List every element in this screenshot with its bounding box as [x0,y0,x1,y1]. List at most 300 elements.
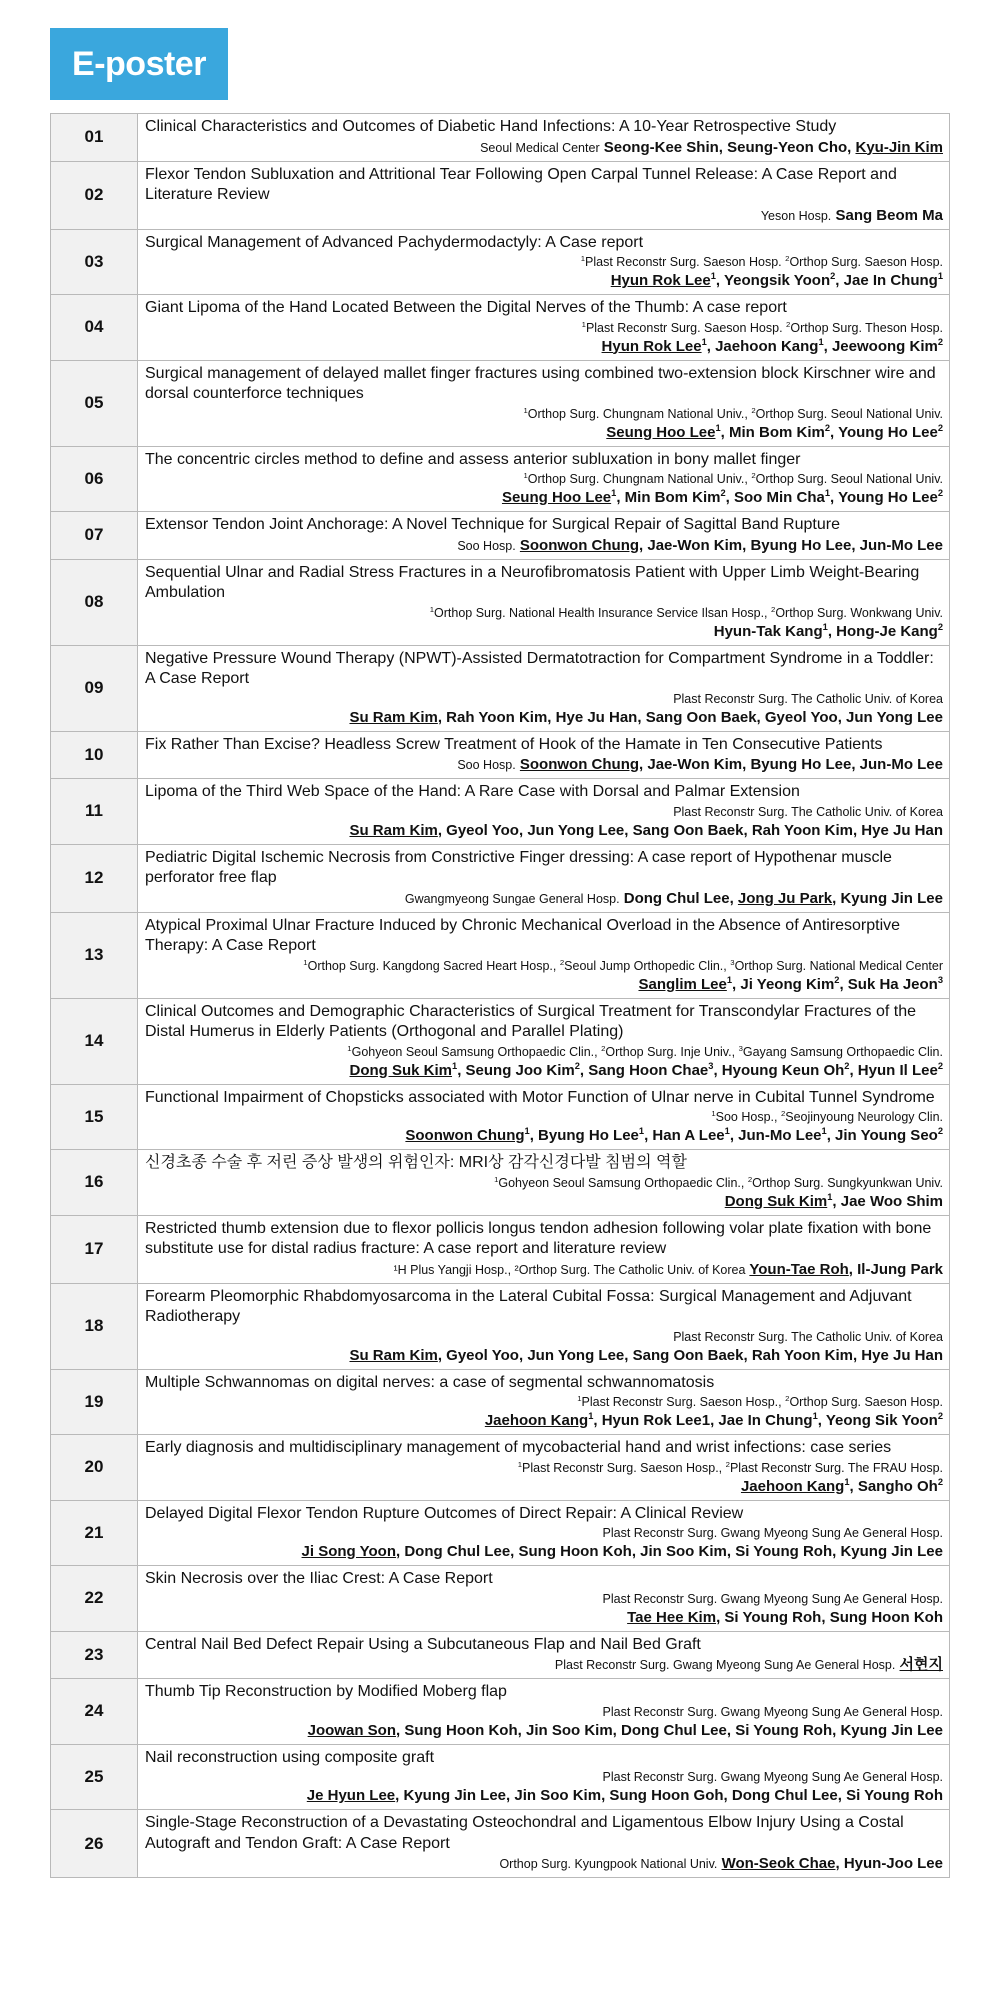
entry-affiliations [145,1768,943,1786]
author: Dong Chul Lee [731,1787,838,1804]
program-row [51,1435,950,1501]
author: Si Young Roh [846,1787,943,1804]
author: Seong-Kee Shin [603,138,719,156]
entry-title: Forearm Pleomorphic Rhabdomyosarcoma in the Lateral Cubital Fossa: Surgical Management and Adjuvant Radiotherapy [145,1287,912,1325]
affiliation-text: Orthop Surg. National Medical Center [734,958,943,973]
author: Sang Beom Ma [835,206,943,224]
affiliation-index: 1 [494,1174,499,1184]
author: Jun-Mo Lee [738,1127,822,1144]
author-affiliation-index: 1 [638,1126,645,1136]
author-affiliation-index: 3 [937,974,943,985]
program-row [51,998,950,1084]
affiliation-index: 1 [523,405,528,415]
entry-title: Clinical Characteristics and Outcomes of Diabetic Hand Infections: A 10-Year Retrospective Study [145,118,837,135]
entry-number: 09 [51,645,138,731]
program-row [51,1744,950,1810]
entry-authors: Seung Hoo Lee$^1$, Min Bom Kim$^2$, Young Ho Lee$^2$ [606,422,943,441]
author: Seung-Yeon Cho [727,138,848,156]
entry-body [138,114,950,162]
author: Sung Hoon Koh [518,1543,632,1560]
author: Rah Yoon Kim [446,708,548,726]
entry-title: The concentric circles method to define and assess anterior subluxation in bony mallet finger [145,450,801,468]
entry-title: Early diagnosis and multidisciplinary management of mycobacterial hand and wrist infections: case series [145,1439,892,1456]
affiliation-text: Gayang Samsung Orthopaedic Clin. [742,1044,943,1059]
entry-number: 17 [51,1215,138,1283]
entry-body [138,731,950,779]
affiliation-index: 2 [751,405,756,415]
author: Hye Ju Han [861,821,943,839]
entry-authors: Ji Song Yoon, Dong Chul Lee, Sung Hoon Koh, Jin Soo Kim, Si Young Roh, Kyung Jin Lee [301,1543,943,1560]
presenting-author: Kyu-Jin Kim [855,138,943,156]
affiliation-index: 1 [581,319,586,329]
author: Hyun Rok Lee1 [601,1412,711,1429]
entry-number: 25 [51,1744,138,1810]
entry-affiliations [145,957,943,975]
affiliation-index: 1 [347,1043,352,1053]
entry-body [138,295,950,361]
entry-affiliations [145,690,943,708]
author: Byung Ho Lee [750,756,852,773]
entry-authors: Seoul Medical Center Seong-Kee Shin, Seung-Yeon Cho, Kyu-Jin Kim [480,138,943,156]
program-row [51,1631,950,1679]
entry-title: Central Nail Bed Defect Repair Using a Subcutaneous Flap and Nail Bed Graft [145,1635,701,1653]
affiliation-index: 2 [559,957,565,967]
author: Han A Lee [652,1127,725,1144]
entry-body [138,559,950,645]
author: Yeongsik Yoon [723,272,831,289]
affiliation-text: Gohyeon Seoul Samsung Orthopaedic Clin., [351,1044,598,1059]
entry-authors: Sanglim Lee$^1$, Ji Yeong Kim$^2$, Suk Ha Jeon$^3$ [638,974,943,993]
author: Young Ho Lee [838,489,938,506]
author: Dong Chul Lee [404,1543,511,1560]
author-affiliation-index: 1 [726,974,733,985]
entry-number: 03 [51,229,138,295]
author-affiliation-index: 2 [937,1411,943,1421]
author: Jun Yong Lee [527,1346,625,1364]
entry-authors: Hyun-Tak Kang$^1$, Hong-Je Kang$^2$ [713,621,943,640]
author: Jun-Mo Lee [859,756,943,773]
affiliation-text: Orthop Surg. National Health Insurance Service Ilsan Hosp., [434,605,768,620]
presenting-author: Ji Song Yoon [301,1543,396,1560]
entry-authors: Jaehoon Kang$^1$, Sangho Oh$^2$ [740,1476,943,1495]
affiliation-index: 1 [711,1108,716,1118]
entry-number: 12 [51,844,138,912]
entry-body [138,1500,950,1566]
author: Rah Yoon Kim [751,821,853,839]
presenting-author: Su Ram Kim [349,1346,438,1364]
entry-authors: Joowan Son, Sung Hoon Koh, Jin Soo Kim, Dong Chul Lee, Si Young Roh, Kyung Jin Lee [307,1721,943,1739]
entry-number: 01 [51,114,138,162]
affiliation-text: Plast Reconstr Surg. The Catholic Univ. of Korea [673,691,943,706]
affiliation-index: 2 [771,604,776,614]
entry-authors: Su Ram Kim, Rah Yoon Kim, Hye Ju Han, Sang Oon Baek, Gyeol Yoo, Jun Yong Lee [349,708,943,726]
entry-authors: Su Ram Kim, Gyeol Yoo, Jun Yong Lee, Sang Oon Baek, Rah Yoon Kim, Hye Ju Han [349,821,943,839]
entry-title: Surgical management of delayed mallet finger fractures using combined two-extension block Kirschner wire and dorsal counterforce techniques [145,364,936,402]
entry-affiliation-inline: Soo Hosp. [457,758,516,772]
entry-title: Pediatric Digital Ischemic Necrosis from Constrictive Finger dressing: A case report of Hypothenar muscle perforator free flap [145,848,892,886]
author: Gyeol Yoo [764,708,838,726]
author: Kyung Jin Lee [840,1721,943,1739]
affiliation-text: Orthop Surg. Chungnam National Univ., [527,406,748,421]
presenting-author: Je Hyun Lee [306,1787,396,1804]
affiliation-text: Soo Hosp., [715,1110,778,1124]
affiliation-index: 1 [429,604,435,614]
affiliation-text: Orthop Surg. Chungnam National Univ., [527,472,748,486]
presenting-author: Soonwon Chung [405,1127,525,1144]
author-affiliation-index: 2 [844,1060,850,1071]
affiliation-index: 3 [730,957,735,967]
entry-title: Restricted thumb extension due to flexor pollicis longus tendon adhesion following volar plate fixation with bone substitute use for distal radius fracture: A case report and literature review [145,1219,932,1257]
entry-affiliations [145,803,943,821]
program-row [51,114,950,162]
entry-body [138,844,950,912]
author-affiliation-index: 1 [701,336,707,347]
author: Rah Yoon Kim [751,1346,853,1364]
entry-number: 08 [51,559,138,645]
entry-affiliations [145,1108,943,1126]
entry-title: Fix Rather Than Excise? Headless Screw Treatment of Hook of the Hamate in Ten Consecutive Patients [145,735,883,753]
entry-number: 06 [51,446,138,512]
entry-number: 21 [51,1500,138,1566]
entry-body [138,1631,950,1679]
author-affiliation-index: 2 [937,1126,943,1136]
entry-affiliation-inline: Orthop Surg. Kyungpook National Univ. [499,1857,718,1871]
entry-authors: ¹H Plus Yangji Hosp., ²Orthop Surg. The Catholic Univ. of Korea Youn-Tae Roh, Il-Jung Park [393,1260,943,1278]
author: Jin Young Seo [835,1127,938,1144]
author: Kyung Jin Lee [840,1543,943,1560]
presenting-author: Jong Ju Park [737,889,833,907]
presenting-author: Youn-Tae Roh [749,1260,849,1278]
entry-authors: Orthop Surg. Kyungpook National Univ. Won-Seok Chae, Hyun-Joo Lee [499,1855,943,1872]
author-affiliation-index: 1 [524,1126,530,1136]
entry-affiliation-inline: ¹H Plus Yangji Hosp., ²Orthop Surg. The Catholic Univ. of Korea [393,1262,746,1277]
e-poster-program-table [50,113,950,1878]
entry-number: 02 [51,161,138,229]
author-affiliation-index: 2 [834,974,840,985]
e-poster-badge: E-poster [50,28,228,100]
affiliation-text: Plast Reconstr Surg. Gwang Myeong Sung Ae General Hosp. [602,1591,943,1606]
entry-authors: Soo Hosp. Soonwon Chung, Jae-Won Kim, Byung Ho Lee, Jun-Mo Lee [457,756,943,773]
entry-body [138,1810,950,1878]
presenting-author: Dong Suk Kim [724,1192,828,1210]
entry-body [138,912,950,998]
author: Hye Ju Han [861,1346,943,1364]
affiliation-index: 3 [738,1043,743,1053]
presenting-author: Tae Hee Kim [627,1608,717,1626]
presenting-author: Sanglim Lee [638,975,727,993]
entry-body [138,1435,950,1501]
presenting-author: Soonwon Chung [519,756,640,773]
entry-authors: Gwangmyeong Sungae General Hosp. Dong Chul Lee, Jong Ju Park, Kyung Jin Lee [404,889,943,907]
affiliation-index: 1 [303,957,308,967]
author: Hyun-Tak Kang [713,622,823,640]
affiliation-text: Orthop Surg. Wonkwang Univ. [775,605,943,620]
presenting-author: Su Ram Kim [349,821,438,839]
entry-body [138,1369,950,1435]
affiliation-text: Plast Reconstr Surg. The FRAU Hosp. [729,1460,943,1475]
entry-body [138,1744,950,1810]
program-row [51,645,950,731]
entry-title: Surgical Management of Advanced Pachydermodactyly: A Case report [145,233,644,251]
affiliation-text: Plast Reconstr Surg. Saeson Hosp. [585,320,783,335]
author: Dong Chul Lee [621,1721,727,1739]
author: Soo Min Cha [734,489,825,506]
program-row [51,779,950,845]
author-affiliation-index: 3 [708,1060,714,1071]
presenting-author: Su Ram Kim [349,708,438,726]
author-affiliation-index: 2 [937,336,943,347]
author: Dong Chul Lee [623,889,730,907]
entry-affiliation-inline: Plast Reconstr Surg. Gwang Myeong Sung Ae General Hosp. [554,1658,896,1672]
program-row [51,512,950,560]
author: Byung Ho Lee [750,536,852,554]
affiliation-index: 2 [725,1459,730,1469]
author: Gyeol Yoo [446,1346,519,1364]
affiliation-text: Plast Reconstr Surg. The Catholic Univ. of Korea [673,1329,943,1344]
entry-title: Skin Necrosis over the Iliac Crest: A Case Report [145,1570,493,1587]
entry-affiliations [145,1043,943,1061]
entry-title: Thumb Tip Reconstruction by Modified Moberg flap [145,1683,507,1700]
affiliation-index: 2 [747,1174,753,1184]
author: Sung Hoon Goh [609,1787,724,1804]
entry-authors: Hyun Rok Lee$^1$, Yeongsik Yoon$^2$, Jae In Chung$^1$ [610,271,943,289]
entry-authors: Soonwon Chung$^1$, Byung Ho Lee$^1$, Han A Lee$^1$, Jun-Mo Lee$^1$, Jin Young Seo$^2$ [405,1126,943,1144]
entry-title: Extensor Tendon Joint Anchorage: A Novel Technique for Surgical Repair of Sagittal Band Rupture [145,516,840,533]
affiliation-text: Orthop Surg. Theson Hosp. [790,320,943,335]
affiliation-text: Orthop Surg. Seoul National Univ. [755,472,943,486]
entry-number: 10 [51,731,138,779]
affiliation-text: Seojinyoung Neurology Clin. [785,1110,943,1124]
entry-body [138,360,950,446]
entry-affiliations [145,1524,943,1542]
presenting-author: Dong Suk Kim [349,1061,453,1079]
author: Jae Woo Shim [840,1192,943,1210]
author-affiliation-index: 1 [822,621,828,632]
affiliation-text: Plast Reconstr Surg. Saeson Hosp., [522,1460,723,1475]
author: Jae-Won Kim [647,536,743,554]
entry-affiliations [145,253,943,271]
entry-body [138,1215,950,1283]
author-affiliation-index: 1 [452,1060,458,1071]
entry-body [138,1084,950,1150]
program-row [51,446,950,512]
program-row [51,731,950,779]
entry-body [138,446,950,512]
entry-title: Delayed Digital Flexor Tendon Rupture Outcomes of Direct Repair: A Clinical Review [145,1504,744,1522]
entry-affiliation-inline: Yeson Hosp. [760,208,832,223]
author-affiliation-index: 1 [818,336,824,347]
entry-authors: Tae Hee Kim, Si Young Roh, Sung Hoon Koh [627,1608,943,1626]
author: Sang Oon Baek [632,821,744,839]
entry-number: 20 [51,1435,138,1501]
entry-number: 15 [51,1084,138,1150]
entry-number: 23 [51,1631,138,1679]
author: Jun-Mo Lee [859,536,943,554]
author: Jin Soo Kim [640,1543,727,1560]
entry-body [138,512,950,560]
program-row [51,1810,950,1878]
entry-authors: Seung Hoo Lee$^1$, Min Bom Kim$^2$, Soo Min Cha$^1$, Young Ho Lee$^2$ [501,488,943,506]
author-affiliation-index: 2 [830,271,836,281]
affiliation-text: Plast Reconstr Surg. Gwang Myeong Sung Ae General Hosp. [602,1704,943,1719]
entry-authors: Dong Suk Kim$^1$, Jae Woo Shim [724,1191,943,1210]
entry-title: 신경초종 수술 후 저린 증상 발생의 위험인자: MRI상 감각신경다발 침범의 역할 [145,1154,687,1171]
entry-affiliations [145,1459,943,1477]
entry-affiliations [145,1703,943,1721]
program-row [51,229,950,295]
author: Hyun Il Lee [857,1061,938,1079]
program-row [51,1369,950,1435]
author: Sung Hoon Koh [404,1721,518,1739]
author: Hye Ju Han [555,708,638,726]
program-row [51,360,950,446]
affiliation-index: 1 [517,1459,523,1469]
entry-body [138,779,950,845]
presenting-author: 서현지 [899,1656,943,1673]
affiliation-index: 1 [577,1393,582,1403]
affiliation-index: 2 [785,253,790,263]
author: Ji Yeong Kim [740,975,835,993]
entry-affiliations [145,1328,943,1346]
program-row [51,295,950,361]
entry-body [138,1150,950,1216]
author: Gyeol Yoo [446,821,519,839]
author-affiliation-index: 1 [715,422,721,433]
author: Hyun-Joo Lee [843,1855,943,1872]
presenting-author: Joowan Son [307,1721,396,1739]
author: Seung Joo Kim [465,1061,575,1079]
entry-affiliations [145,1174,943,1192]
affiliation-text: Plast Reconstr Surg. The Catholic Univ. of Korea [673,804,943,819]
entry-body [138,1283,950,1369]
author: Il-Jung Park [857,1260,943,1278]
entry-authors: Dong Suk Kim$^1$, Seung Joo Kim$^2$, Sang Hoon Chae$^3$, Hyoung Keun Oh$^2$, Hyun Il Lee$^2$ [349,1060,943,1079]
presenting-author: Jaehoon Kang [484,1412,589,1429]
affiliation-text: Gohyeon Seoul Samsung Orthopaedic Clin., [498,1175,745,1190]
affiliation-text: Plast Reconstr Surg. Gwang Myeong Sung Ae General Hosp. [602,1770,943,1784]
program-row [51,161,950,229]
author-affiliation-index: 2 [937,488,943,498]
affiliation-text: Orthop Surg. Sungkyunkwan Univ. [752,1175,943,1190]
entry-authors [145,206,943,226]
author: Hong-Je Kang [836,622,938,640]
author-affiliation-index: 2 [937,422,943,433]
author: Jin Soo Kim [514,1787,602,1804]
author-affiliation-index: 1 [824,488,831,498]
program-row [51,1679,950,1745]
presenting-author: Won-Seok Chae [721,1855,836,1872]
entry-authors: Su Ram Kim, Gyeol Yoo, Jun Yong Lee, Sang Oon Baek, Rah Yoon Kim, Hye Ju Han [349,1346,943,1364]
entry-number: 04 [51,295,138,361]
author: Byung Ho Lee [538,1127,639,1144]
entry-title: Lipoma of the Third Web Space of the Hand: A Rare Case with Dorsal and Palmar Extension [145,783,800,800]
entry-affiliation-inline: Soo Hosp. [457,538,516,553]
affiliation-index: 1 [523,470,528,480]
author: Min Bom Kim [729,423,825,441]
affiliation-index: 2 [786,319,791,329]
program-row [51,844,950,912]
program-row [51,1150,950,1216]
entry-authors: Je Hyun Lee, Kyung Jin Lee, Jin Soo Kim, Sung Hoon Goh, Dong Chul Lee, Si Young Roh [306,1787,943,1804]
entry-title: Atypical Proximal Ulnar Fracture Induced by Chronic Mechanical Overload in the Absence of Antiresorptive Therapy: A Case Report [145,916,901,954]
author-affiliation-index: 1 [710,271,716,281]
author: Sang Oon Baek [645,708,757,726]
entry-title: Negative Pressure Wound Therapy (NPWT)-Assisted Dermatotraction for Compartment Syndrome in a Toddler: A Case Report [145,649,934,687]
author-affiliation-index: 1 [821,1126,827,1136]
affiliation-index: 2 [601,1043,606,1053]
entry-affiliations [145,405,943,423]
entry-title: Flexor Tendon Subluxation and Attritional Tear Following Open Carpal Tunnel Release: A Case Report and Literature Review [145,165,897,203]
author-affiliation-index: 1 [844,1476,850,1487]
program-row [51,1215,950,1283]
affiliation-index: 2 [780,1108,786,1118]
author-affiliation-index: 1 [611,488,617,498]
author: Jin Soo Kim [525,1721,613,1739]
author-affiliation-index: 2 [574,1060,580,1071]
entry-number: 22 [51,1566,138,1632]
presenting-author: Seung Hoo Lee [606,423,716,441]
author: Si Young Roh [735,1543,833,1560]
author: Min Bom Kim [624,489,721,506]
entry-body [138,998,950,1084]
entry-number: 18 [51,1283,138,1369]
author: Suk Ha Jeon [847,975,938,993]
author: Hyoung Keun Oh [721,1061,845,1079]
affiliation-text: Orthop Surg. Saeson Hosp. [789,1395,943,1409]
affiliation-text: Orthop Surg. Saeson Hosp. [789,255,943,269]
author: Jae In Chung [718,1412,813,1429]
presenting-author: Hyun Rok Lee [601,337,702,355]
entry-number: 05 [51,360,138,446]
author: Jaehoon Kang [715,337,819,355]
affiliation-text: Seoul Jump Orthopedic Clin., [564,958,727,973]
entry-body [138,161,950,229]
affiliation-text: Orthop Surg. Seoul National Univ. [755,406,943,421]
author: Si Young Roh [735,1721,833,1739]
author: Jae-Won Kim [647,756,743,773]
entry-body [138,1679,950,1745]
author-affiliation-index: 2 [937,1476,943,1487]
entry-body [138,1566,950,1632]
author-affiliation-index: 2 [824,422,831,433]
entry-authors [145,1655,943,1675]
program-row [51,1283,950,1369]
affiliation-text: Orthop Surg. Kangdong Sacred Heart Hosp., [307,958,557,973]
author: Jeewoong Kim [831,337,938,355]
presenting-author: Seung Hoo Lee [501,489,612,506]
entry-title: Single-Stage Reconstruction of a Devastating Osteochondral and Ligamentous Elbow Injury Using a Costal Autograft and Tendon Graft: A Case Report [145,1814,904,1852]
entry-authors: Hyun Rok Lee$^1$, Jaehoon Kang$^1$, Jeewoong Kim$^2$ [601,336,943,355]
entry-affiliations [145,319,943,337]
author-affiliation-index: 2 [937,621,943,632]
author: Si Young Roh [724,1608,822,1626]
entry-title: Multiple Schwannomas on digital nerves: a case of segmental schwannomatosis [145,1373,715,1391]
entry-affiliations [145,604,943,622]
author: Sangho Oh [857,1477,938,1495]
author-affiliation-index: 1 [724,1126,730,1136]
program-row [51,1500,950,1566]
entry-affiliations [145,1393,943,1411]
entry-affiliation-inline: Gwangmyeong Sungae General Hosp. [404,891,620,906]
author: Kyung Jin Lee [403,1787,507,1804]
affiliation-index: 2 [751,470,756,480]
entry-affiliations [145,1590,943,1608]
program-row [51,912,950,998]
entry-number: 14 [51,998,138,1084]
entry-body [138,645,950,731]
entry-affiliations [145,470,943,488]
author-affiliation-index: 1 [937,271,943,281]
